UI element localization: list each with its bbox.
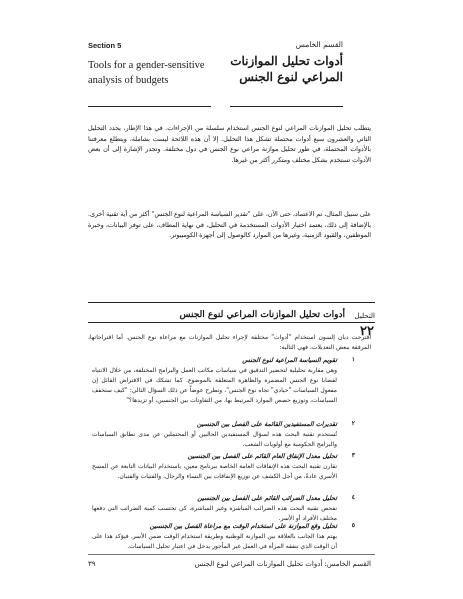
section-header-ar: [223, 40, 343, 85]
analysis-item: [92, 420, 355, 450]
item-number: ٢: [351, 421, 355, 427]
analysis-rule-top: [88, 302, 375, 303]
item-body: تفحص تقنية البحث هذه الضرائب المباشرة وغير المباشرة، كي تحتسب كمية الضرائب التي دفعها مختلف الأفراد أو الأسر.: [92, 505, 337, 522]
item-title: تقويم السياسة المراعية لنوع الجنس: [242, 357, 337, 364]
item-number: ٣: [351, 453, 355, 459]
section-title-ar: أدوات تحليل الموازنات المراعي لنوع الجنس: [230, 54, 343, 84]
item-number: ٥: [351, 523, 355, 529]
item-number: ١: [351, 357, 355, 363]
intro-paragraph-2: على سبيل المثال، تم الاعتماد، حتى الآن، على "تقدير السياسة المراعية لنوع الجنس" أكثر من أية تقنية أخرى. بالإضافة إلى ذلك، يعتمد اختيار الأدوات المستخدمة في التحليل، في نهاية المطاف، على توفر البيانات، وخبرة الموظفين، والقيود الزمنية، وغيرها من الموارد كالوصول إلى أجهزة الكومبيوتر.: [88, 211, 371, 239]
analysis-intro: اقترحت ديان إلسون استخدام "أدوات" مختلفة لإجراء تحليل الموازنات مع مراعاة نوع الجنس. أما اقتراحاتها، المرفقة ببعض التعديلات، فهي التالية:: [88, 334, 371, 351]
intro-paragraph-1: يتطلب تحليل الموازنات المراعي لنوع الجنس استخدام سلسلة من الإجراءات. في هذا الإطار، يحدد التحليل الثاني والعشرون سبع أدوات محتملة تشكل هذا التحليل. إلا أن هذه اللائحة ليست بشاملة، ويتطلع معرفتنا بالأدوات المحتملة، في طور تحليل موازنة مراعي نوع الجنس في دول مختلفة. وتجدر الإشارة إلى أن بعض الأدوات تستخدم بشكل مختلف ومتكرر أكثر من غيرها.: [88, 125, 371, 164]
footer-text: القسم الخامس: أدوات تحليل الموازنات المراعي لنوع الجنس: [194, 560, 371, 568]
item-number: ٤: [351, 495, 355, 501]
analysis-item: [92, 494, 355, 524]
item-body: يهتم هذا الجانب بالعلاقة بين الموازنة الوطنية وطريقة استخدام الوقت ضمن الأسر. فيؤكد هذا على أن الوقت الذي تنفقه المرأة في العمل غير المأجور يدخل في اعتبار تحليل السياسات.: [92, 533, 337, 550]
section-header-en: [88, 41, 208, 88]
section-title-en: Tools for a gender-sensitive analysis of budgets: [88, 60, 205, 86]
analysis-item: [92, 356, 355, 406]
analysis-item: [92, 452, 355, 482]
header-rule-left: [88, 106, 211, 107]
item-title: تحليل معدل الإنفاق العام القائم على الفصل بين الجنسين: [187, 453, 337, 460]
section-label-ar: القسم الخامس: [295, 40, 343, 49]
item-body: وهي مقاربة تحليلية لتحضير التدقيق في سياسات مكاتب العمل والبرامج المختلفة، من خلال الانتباه لقضايا نوع الجنس المضمرة والظاهرة المتعلقة بالموضوع. كما تشكك في الافتراض القائل إن مفعول السياسات "حيادي" تجاه نوع الجنس"، وتطرح عوضاً عن ذلك السؤال التالي: "كيف ستخفف السياسات، وتوزيع حصص الموارد المرتبط بها، من التفاوتات بين الجنسين، أو تزيدها؟": [92, 367, 337, 404]
item-body: تُستخدم تقنية البحث هذه لسؤال المستفيدين الحاليين أو المحتملين عن مدى تطابق السياسات والبرامج الحكومية مع أولويات الشعب.: [92, 431, 337, 448]
analysis-number: ٢٢: [360, 323, 374, 338]
analysis-item: [92, 522, 355, 552]
item-title: تحليل وقع الموازنة على استخدام الوقت مع مراعاة الفصل بين الجنسين: [149, 523, 337, 530]
item-title: تحليل معدل الضرائب القائم على الفصل بين الجنسين: [197, 495, 337, 502]
analysis-title: أدوات تحليل الموازنات المراعي لنوع الجنس: [179, 310, 345, 320]
footer-rule: [88, 554, 375, 555]
analysis-rule-bottom: [88, 322, 375, 323]
item-body: تقارن تقنية البحث هذه الإنفاقات العامة الخاصة ببرنامج معين، باستخدام البيانات التابعة عن المسح الأسري عادةً، من أجل الكشف عن توزيع الإنفاقات بين النساء والرجال، والفتيات والفتيان.: [92, 463, 337, 480]
analysis-side-label: التحليل: [354, 312, 375, 320]
header-rule-right: [230, 106, 343, 107]
item-title: تقديرات المستفيدين القائمة على الفصل بين الجنسين: [196, 421, 337, 428]
section-number: Section 5: [88, 41, 122, 50]
page-number: ٣٩: [88, 560, 96, 568]
